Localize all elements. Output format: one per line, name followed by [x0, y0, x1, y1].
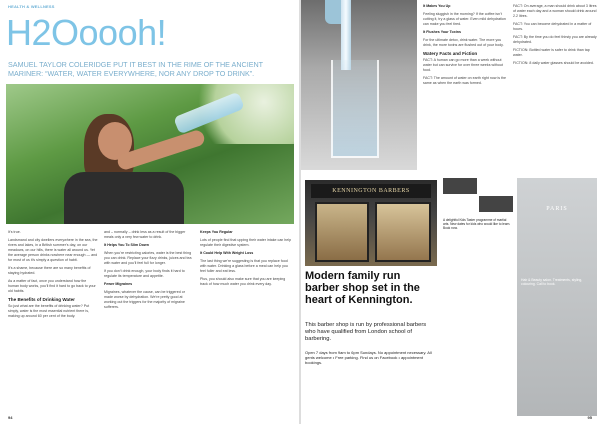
page-number: 95 [587, 415, 592, 420]
article-column-3: Keeps You Regular Lots of people find that upping their water intake can help regulate their digestive system. It Could Help With Weight Loss The last thing we’re suggesting is that you replace food with water. Drinking a glass before a meal can help you feel fuller and eat less. Plus, you should also make sure that you are keeping track of how much water you drink every day. [200, 230, 292, 286]
salon-logo: PARIS [546, 206, 568, 212]
barber-shop-photo [305, 180, 437, 266]
article-standfirst: SAMUEL TAYLOR COLERIDGE PUT IT BEST IN THE RIME OF THE ANCIENT MARINER: “WATER, WATER EVERYWHERE, NOR ANY DROP TO DRINK”. [8, 60, 263, 78]
kids-class-advert: A delightful Kids Taster programme of martial arts. New dates for kids who would like to learn. Book now. [443, 178, 513, 278]
advert-details: Open 7 days from 9am to 6pm Sundays. No appointment necessary. All gents welcome • Free parking. Find us on Facebook • appointment bookings. [305, 350, 432, 366]
advert-headline: Modern family run barber shop set in the heart of Kennington. [305, 270, 420, 306]
article-column-2: and – normally – drink less as a result of the bigger meals only a very few water to drink. It Helps You To Slim Down When you’re restricting calories, water is the best thing you can drink. Replace your fizzy drinks, juices and tea with water and you’ll feel full for longer. If you don’t drink enough, your body finds it hard to regulate its temperature and appetite. Fewer Migraines Migraines, whatever the cause, can be triggered or made worse by dehydration. We’re pretty good at working out the triggers for the majority of migraine sufferers. [104, 230, 192, 309]
barber-advert [301, 178, 439, 418]
article-column-4: It Makes You Up Feeling sluggish in the morning? If the coffee isn’t cutting it, try a glass of water. Even mild dehydration can make you feel tired. It Flushes Your Toxins For the ultimate detox, drink water. The more you drink, the more toxins are flushed out of your body. Watery Facts and Fiction FACT: A human can go more than a week without water but can survive for over three weeks without food. FACT: The amount of water on earth right now is the same as when the earth was formed. [423, 4, 507, 85]
salon-advert: PARIS Hair & Beauty salon. Treatments, styling, colouring. Call to book. [517, 178, 597, 416]
article-column-5: FACT: On average, a man should drink about 3 litres of water each day and a woman should drink around 2.2 litres. FACT: You can become dehydrated in a matter of hours. FACT: By the time you do feel thirsty you are already dehydrated. FICTION: Bottled water is safer to drink than tap water. FICTION: 8 daily water glasses should be avoided. [513, 4, 597, 65]
section-tag: HEALTH & WELLNESS [8, 4, 55, 9]
left-page [0, 0, 299, 424]
shop-sign: KENNINGTON BARBERS [311, 184, 431, 198]
section-heading: The Benefits of Drinking Water [8, 297, 75, 302]
article-title: H2Ooooh! [6, 12, 167, 53]
facts-heading: Watery Facts and Fiction [423, 51, 478, 56]
right-page [301, 0, 600, 424]
advert-subtext: This barber shop is run by professional barbers who have qualified from London school of barbering. [305, 322, 427, 342]
water-pouring-photo [301, 0, 417, 170]
woman-drinking-photo [6, 84, 294, 224]
glass-icon [331, 60, 379, 158]
page-number: 94 [8, 415, 13, 420]
article-column-1: It’s true. Landsmand and city dwellers everywhere in the sea, the rivers and lakes, in a British summer’s day, on our meadows, on our hills, there is water all around us. Yet the average person drinks nowhere near enough — and for most of us it’s simply a question of habit. It’s a shame, because there are so many benefits of staying hydrated. As a matter of fact, once you understand how the human body works, you’ll find it hard to go back to your old habits. The Benefits of Drinking Water So just what are the benefits of drinking water? Put simply, water is the most essential nutrient there is, making up around 60 per cent of the body. [8, 230, 98, 318]
